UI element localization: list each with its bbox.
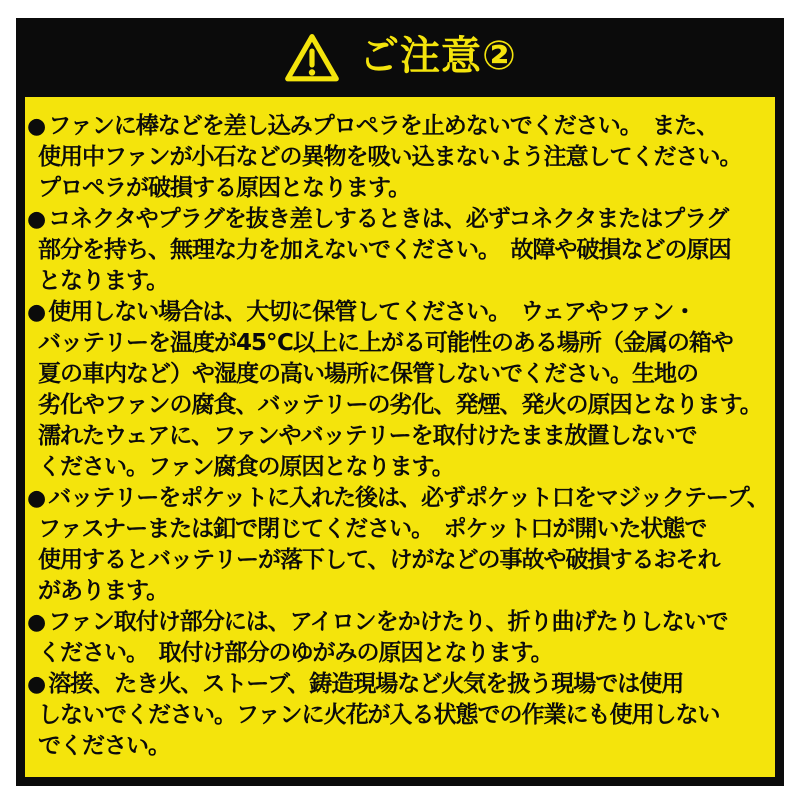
caution-text: 溶接、たき火、ストーブ、鋳造現場など火気を扱う現場では使用: [48, 671, 684, 697]
caution-line: しないでください。ファンに火花が入る状態での作業にも使用しない: [38, 702, 720, 728]
bullet-icon: ●: [27, 300, 46, 325]
caution-item: [25, 111, 771, 204]
caution-text: 使用しない場合は、大切に保管してください。 ウェアやファン・: [48, 299, 696, 325]
caution-header: [16, 18, 784, 97]
caution-text: ファンに棒などを差し込みプロペラを止めないでください。 また、: [48, 113, 719, 139]
caution-line-start: [25, 204, 771, 235]
caution-line-start: [25, 297, 771, 328]
caution-line: 使用するとバッテリーが落下して、けがなどの事故や破損するおそれ: [38, 547, 720, 573]
caution-item: [25, 669, 771, 762]
caution-line: 夏の車内など）や湿度の高い場所に保管しないでください。生地の: [38, 361, 698, 387]
caution-text: コネクタやプラグを抜き差しするときは、必ずコネクタまたはプラグ: [48, 206, 729, 232]
caution-text: バッテリーをポケットに入れた後は、必ずポケット口をマジックテープ、: [48, 485, 769, 511]
caution-line: バッテリーを温度が45℃以上に上がる可能性のある場所（金属の箱や: [38, 330, 733, 356]
caution-item: [25, 204, 771, 297]
caution-item: [25, 483, 771, 607]
bullet-icon: ●: [27, 486, 46, 511]
caution-line-start: [25, 483, 771, 514]
caution-line: 劣化やファンの腐食、バッテリーの劣化、発煙、発火の原因となります。: [38, 392, 762, 418]
page-title: ご注意②: [359, 32, 517, 79]
caution-panel: [25, 97, 775, 777]
caution-line: ください。 取付け部分のゆがみの原因となります。: [38, 640, 553, 666]
caution-item: [25, 607, 771, 669]
caution-line: プロペラが破損する原因となります。: [38, 175, 411, 201]
bullet-icon: ●: [27, 610, 46, 635]
caution-line: 部分を持ち、無理な力を加えないでください。 故障や破損などの原因: [38, 237, 731, 263]
caution-line: ください。ファン腐食の原因となります。: [38, 454, 454, 480]
caution-line-start: [25, 607, 771, 638]
warning-triangle-icon: [283, 32, 341, 84]
caution-line: となります。: [38, 268, 169, 294]
caution-line: でください。: [38, 733, 170, 759]
bullet-icon: ●: [27, 672, 46, 697]
caution-line: があります。: [38, 578, 169, 604]
caution-sheet: [16, 18, 784, 786]
caution-line: 濡れたウェアに、ファンやバッテリーを取付けたまま放置しないで: [38, 423, 697, 449]
caution-line: ファスナーまたは釦で閉じてください。 ポケット口が開いた状態で: [38, 516, 707, 542]
caution-line-start: [25, 111, 771, 142]
caution-text: ファン取付け部分には、アイロンをかけたり、折り曲げたりしないで: [48, 609, 728, 635]
caution-line: 使用中ファンが小石などの異物を吸い込まないよう注意してください。: [38, 144, 742, 170]
bullet-icon: ●: [27, 207, 46, 232]
bullet-icon: ●: [27, 114, 46, 139]
caution-line-start: [25, 669, 771, 700]
caution-item: [25, 297, 771, 483]
